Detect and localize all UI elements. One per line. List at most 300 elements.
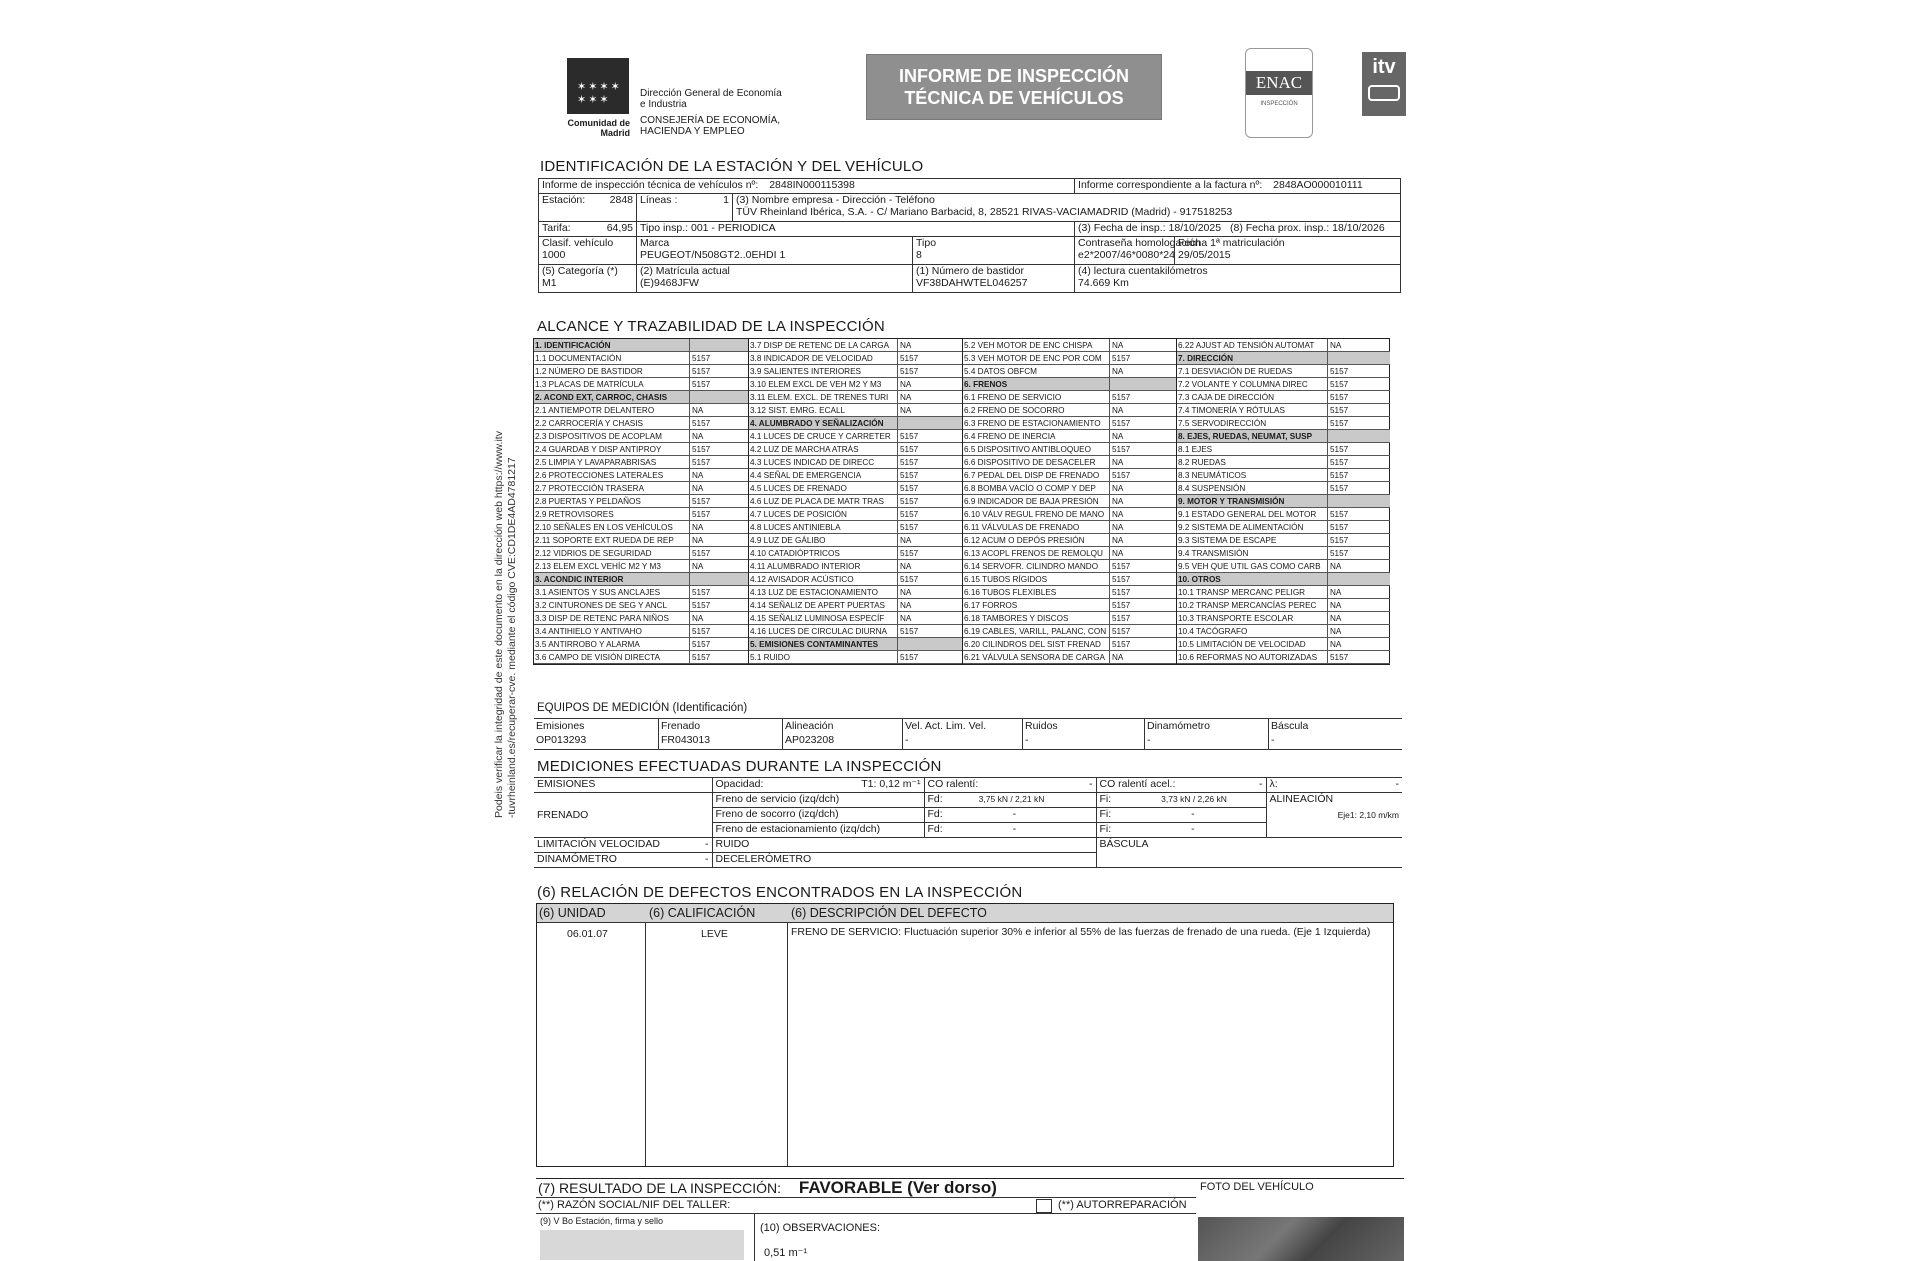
- alcance-item-value: 5157: [1109, 612, 1177, 625]
- alcance-item: [534, 456, 748, 469]
- alcance-item-value: 5157: [689, 378, 748, 391]
- itv-logo: [1362, 52, 1406, 116]
- alcance-item-value: 5157: [1109, 560, 1177, 573]
- alcance-item-value: NA: [897, 339, 963, 352]
- alcance-item: [749, 534, 963, 547]
- alcance-item: [963, 365, 1177, 378]
- alcance-item-name: 4.4 SEÑAL DE EMERGENCIA: [750, 471, 862, 480]
- alcance-item-value: [689, 573, 748, 586]
- alcance-item-value: 5157: [1109, 417, 1177, 430]
- alcance-item: [963, 547, 1177, 560]
- freno-est-fi: -: [1191, 823, 1195, 835]
- alcance-group-header: [749, 417, 963, 430]
- alcance-item-value: NA: [1327, 339, 1390, 352]
- alcance-item-value: NA: [1327, 612, 1390, 625]
- alcance-group-header: [1177, 430, 1390, 443]
- alcance-item-value: NA: [1109, 339, 1177, 352]
- dinamometro-cell: [534, 853, 712, 868]
- alcance-item-value: 5157: [1327, 521, 1390, 534]
- tarifa-value: 64,95: [606, 222, 633, 234]
- alcance-item: [534, 547, 748, 560]
- identificacion-block: [538, 178, 1400, 293]
- alcance-item-name: 8.1 EJES: [1178, 445, 1213, 454]
- alcance-item: [749, 508, 963, 521]
- alcance-item-value: 5157: [897, 365, 963, 378]
- alcance-item-name: 6.12 ACUM O DEPÓS PRESIÓN: [964, 536, 1085, 545]
- freno-soc-fi-cell: [1096, 808, 1266, 823]
- alcance-item-name: 9.4 TRANSMISIÓN: [1178, 549, 1249, 558]
- empresa-label: (3) Nombre empresa - Dirección - Teléfono: [736, 194, 935, 206]
- alcance-item: [534, 521, 748, 534]
- alcance-item-name: 8.3 NEUMÁTICOS: [1178, 471, 1247, 480]
- col-unidad-header: (6) UNIDAD: [539, 906, 606, 920]
- tipo-cell: [913, 237, 1075, 265]
- alcance-item: [963, 521, 1177, 534]
- tipo-value: 8: [916, 249, 922, 261]
- alcance-item-name: 1. IDENTIFICACIÓN: [535, 341, 611, 350]
- factura-value: 2848AO000010111: [1273, 179, 1363, 191]
- freno-serv-label: Freno de servicio (izq/dch): [715, 793, 840, 805]
- alcance-item-name: 9. MOTOR Y TRANSMISIÓN: [1178, 497, 1285, 506]
- alcance-item-name: 9.5 VEH QUE UTIL GAS COMO CARB: [1178, 562, 1321, 571]
- equipo-cell: [1268, 719, 1402, 749]
- alcance-item-value: 5157: [1109, 443, 1177, 456]
- informe-cell: [539, 179, 1075, 194]
- alcance-item: [963, 638, 1177, 651]
- alcance-item: [1177, 547, 1390, 560]
- verification-line1: Podeis verificar la integridad de este documento en la dirección web https://www.itv: [493, 431, 505, 818]
- alcance-item: [963, 534, 1177, 547]
- ruido-cell: [712, 838, 1096, 853]
- alcance-item-name: 6.13 ACOPL FRENOS DE REMOLQU: [964, 549, 1103, 558]
- alcance-item: [1177, 339, 1390, 352]
- alcance-item: [749, 586, 963, 599]
- alcance-item: [534, 404, 748, 417]
- alcance-column: [534, 339, 748, 664]
- alcance-item-name: 7.1 DESVIACIÓN DE RUEDAS: [1178, 367, 1293, 376]
- fechas-cell: [1075, 222, 1401, 237]
- alcance-item-name: 6.7 PEDAL DEL DISP DE FRENADO: [964, 471, 1100, 480]
- alcance-item-value: [1327, 430, 1390, 443]
- alcance-item-name: 3. ACONDIC INTERIOR: [535, 575, 624, 584]
- comunidad-label: Comunidad de Madrid: [567, 118, 630, 138]
- alcance-item-value: 5157: [1327, 378, 1390, 391]
- alcance-item-name: 5.1 RUIDO: [750, 653, 791, 662]
- alcance-item-value: NA: [689, 560, 748, 573]
- dg-line2: e Industria: [640, 99, 687, 110]
- fecha-insp-label: (3) Fecha de insp.:: [1078, 222, 1166, 234]
- co-ralenti-value: -: [1089, 778, 1093, 790]
- alcance-item-name: 7. DIRECCIÓN: [1178, 354, 1234, 363]
- alcance-item-value: NA: [897, 599, 963, 612]
- alcance-item-name: 4.16 LUCES DE CIRCULAC DIURNA: [750, 627, 887, 636]
- alcance-item-name: 3.5 ANTIRROBO Y ALARMA: [535, 640, 640, 649]
- freno-soc-fd-cell: [924, 808, 1096, 823]
- alcance-item-name: 8. EJES, RUEDAS, NEUMAT, SUSP: [1178, 432, 1313, 441]
- enac-text: ENAC: [1246, 71, 1312, 95]
- firma-stamp: [540, 1230, 744, 1260]
- alcance-item-value: 5157: [1109, 599, 1177, 612]
- alcance-item-name: 3.4 ANTIHIELO Y ANTIVAHO: [535, 627, 642, 636]
- alcance-item: [1177, 456, 1390, 469]
- alcance-item-value: 5157: [897, 482, 963, 495]
- freno-serv-fi: 3,73 kN / 2,26 kN: [1161, 794, 1227, 804]
- section-defectos-title: (6) RELACIÓN DE DEFECTOS ENCONTRADOS EN LA INSPECCIÓN: [537, 884, 1023, 901]
- alcance-item-value: 5157: [1109, 391, 1177, 404]
- alcance-item: [1177, 586, 1390, 599]
- autorreparacion-checkbox[interactable]: [1036, 1199, 1052, 1213]
- alineacion-cell: [1266, 793, 1402, 838]
- frenado-label: FRENADO: [537, 809, 589, 821]
- consejeria-line2: HACIENDA Y EMPLEO: [640, 126, 745, 137]
- freno-est-fd-label: Fd:: [927, 823, 943, 835]
- alcance-item-name: 6.17 FORROS: [964, 601, 1018, 610]
- alcance-item-name: 4.14 SEÑALIZ DE APERT PUERTAS: [750, 601, 885, 610]
- alcance-item-name: 6.1 FRENO DE SERVICIO: [964, 393, 1062, 402]
- alcance-item-name: 4.11 ALUMBRADO INTERIOR: [750, 562, 861, 571]
- co-ralenti-label: CO ralentí:: [927, 778, 979, 790]
- alcance-item-name: 6.22 AJUST AD TENSIÓN AUTOMAT: [1178, 341, 1315, 350]
- defectos-table: [536, 903, 1394, 1167]
- alcance-item: [534, 495, 748, 508]
- alcance-item: [749, 521, 963, 534]
- consejeria: [640, 115, 780, 137]
- alcance-item-value: 5157: [1327, 534, 1390, 547]
- alcance-group-header: [749, 638, 963, 651]
- alcance-item-value: 5157: [1327, 417, 1390, 430]
- enac-sub: INSPECCIÓN: [1260, 101, 1298, 107]
- freno-soc-cell: [712, 808, 924, 823]
- equipos-row: [534, 718, 1402, 750]
- alcance-item-value: 5157: [1327, 651, 1390, 664]
- alcance-item-name: 2.6 PROTECCIONES LATERALES: [535, 471, 664, 480]
- categoria-label: (5) Categoría (*): [542, 265, 618, 277]
- estacion-value: 2848: [609, 194, 633, 206]
- matricula-cell: [637, 265, 913, 293]
- equipo-cell: [902, 719, 1022, 749]
- equipo-label: Báscula: [1271, 720, 1309, 732]
- alcance-item: [1177, 599, 1390, 612]
- alcance-item-name: 4.9 LUZ DE GÁLIBO: [750, 536, 826, 545]
- taller-row: [536, 1198, 1196, 1214]
- alcance-item-name: 4.6 LUZ DE PLACA DE MATR TRAS: [750, 497, 884, 506]
- equipo-label: Dinamómetro: [1147, 720, 1211, 732]
- alcance-item: [534, 482, 748, 495]
- informe-value: 2848IN000115398: [769, 179, 855, 191]
- col-descripcion-header: (6) DESCRIPCIÓN DEL DEFECTO: [791, 906, 987, 920]
- firma-box: [536, 1214, 755, 1261]
- alcance-item-value: NA: [1109, 651, 1177, 664]
- alcance-item-name: 6.9 INDICADOR DE BAJA PRESIÓN: [964, 497, 1099, 506]
- alcance-item-value: NA: [1109, 404, 1177, 417]
- lambda-label: λ:: [1269, 778, 1278, 790]
- alcance-item-value: NA: [1109, 365, 1177, 378]
- alcance-item-value: 5157: [689, 508, 748, 521]
- freno-soc-fi: -: [1191, 808, 1195, 820]
- alcance-item: [749, 482, 963, 495]
- co-ralenti-cell: [924, 778, 1096, 793]
- bascula-label: BÁSCULA: [1099, 838, 1149, 850]
- freno-est-fi-label: Fi:: [1099, 823, 1112, 835]
- alcance-item: [749, 365, 963, 378]
- alcance-item-value: 5157: [689, 365, 748, 378]
- alcance-item-name: 4.13 LUZ DE ESTACIONAMIENTO: [750, 588, 878, 597]
- alcance-item: [749, 612, 963, 625]
- alcance-item: [534, 430, 748, 443]
- freno-est-fd: -: [1012, 823, 1017, 835]
- alcance-item-name: 3.7 DISP DE RETENC DE LA CARGA: [750, 341, 890, 350]
- freno-serv-fd: 3,75 kN / 2,21 kN: [978, 794, 1045, 804]
- alcance-item-value: NA: [1327, 638, 1390, 651]
- freno-est-cell: [712, 823, 924, 838]
- alcance-item: [534, 352, 748, 365]
- categoria-value: M1: [542, 277, 557, 289]
- alcance-item-value: 5157: [689, 651, 748, 664]
- marca-value: PEUGEOT/N508GT2..0EHDI 1: [640, 249, 786, 261]
- alcance-item-value: 5157: [689, 638, 748, 651]
- alcance-item-name: 6.19 CABLES, VARILL, PALANC, CON: [964, 627, 1107, 636]
- equipo-value: -: [1271, 734, 1275, 746]
- alcance-item-name: 6.11 VÁLVULAS DE FRENADO: [964, 523, 1080, 532]
- alcance-item-name: 3.8 INDICADOR DE VELOCIDAD: [750, 354, 873, 363]
- taller-label: (**) RAZÓN SOCIAL/NIF DEL TALLER:: [538, 1199, 731, 1211]
- alcance-item: [1177, 651, 1390, 664]
- alcance-item-value: NA: [689, 534, 748, 547]
- consejeria-line1: CONSEJERÍA DE ECONOMÍA,: [640, 115, 781, 126]
- alcance-item-name: 4.8 LUCES ANTINIEBLA: [750, 523, 841, 532]
- alcance-item-value: NA: [1109, 534, 1177, 547]
- observaciones-value: 0,51 m⁻¹: [764, 1247, 808, 1259]
- freno-soc-label: Freno de socorro (izq/dch): [715, 808, 839, 820]
- bastidor-value: VF38DAHWTEL046257: [916, 277, 1028, 289]
- alcance-item-value: NA: [689, 430, 748, 443]
- co-acel-cell: [1096, 778, 1266, 793]
- lineas-label: Líneas :: [640, 194, 678, 206]
- alcance-item: [749, 339, 963, 352]
- alcance-grid: [533, 338, 1390, 665]
- alcance-item: [963, 456, 1177, 469]
- star-icon: ✶✶✶✶ ✶✶✶: [577, 81, 622, 106]
- alcance-group-header: [534, 339, 748, 352]
- alcance-item: [963, 625, 1177, 638]
- alcance-item: [534, 625, 748, 638]
- verification-note: [493, 431, 519, 818]
- alineacion-value: Eje1: 2,10 m/km: [1337, 810, 1399, 820]
- co-acel-value: -: [1259, 778, 1263, 790]
- alcance-item-value: NA: [897, 586, 963, 599]
- alineacion-label: ALINEACIÓN: [1269, 793, 1334, 805]
- bastidor-label: (1) Número de bastidor: [916, 265, 1024, 277]
- alcance-item: [749, 430, 963, 443]
- fecha-prox-label: (8) Fecha prox. insp.:: [1230, 222, 1330, 234]
- alcance-item-value: 5157: [1327, 456, 1390, 469]
- km-cell: [1075, 265, 1401, 293]
- alcance-item: [749, 573, 963, 586]
- alcance-item-value: NA: [1109, 547, 1177, 560]
- equipo-label: Frenado: [661, 720, 701, 732]
- alcance-item-name: 2.1 ANTIEMPOTR DELANTERO: [535, 406, 655, 415]
- alcance-item: [534, 417, 748, 430]
- alcance-item-name: 7.4 TIMONERÍA Y RÓTULAS: [1178, 406, 1285, 415]
- itv-text: itv: [1372, 56, 1396, 78]
- alcance-item-name: 6.15 TUBOS RÍGIDOS: [964, 575, 1048, 584]
- col-calificacion-header: (6) CALIFICACIÓN: [649, 906, 756, 920]
- alcance-item: [963, 469, 1177, 482]
- foto-label: FOTO DEL VEHÍCULO: [1200, 1181, 1314, 1193]
- freno-soc-fd: -: [1012, 808, 1017, 820]
- fecha-mat-value: 29/05/2015: [1178, 249, 1231, 261]
- tipo-label: Tipo: [916, 237, 937, 249]
- alcance-item-value: 5157: [689, 417, 748, 430]
- freno-serv-cell: [712, 793, 924, 808]
- verification-line2: -tuvrheinland.es/recuperar-cve. mediante el código CVE:CD1DE4AD4781217: [506, 457, 518, 818]
- clasif-label: Clasif. vehículo: [542, 237, 614, 249]
- alcance-item: [963, 391, 1177, 404]
- alcance-item-name: 10.5 LIMITACIÓN DE VELOCIDAD: [1178, 640, 1306, 649]
- equipo-label: Vel. Act. Lim. Vel.: [905, 720, 987, 732]
- alcance-item-value: 5157: [897, 352, 963, 365]
- alcance-item-value: 5157: [1327, 443, 1390, 456]
- defecto-calificacion: LEVE: [701, 928, 728, 940]
- emisiones-label: EMISIONES: [537, 778, 596, 790]
- alcance-item: [963, 443, 1177, 456]
- alcance-item: [963, 417, 1177, 430]
- tipo-insp-cell: [637, 222, 1075, 237]
- alcance-item-name: 2.3 DISPOSITIVOS DE ACOPLAM: [535, 432, 662, 441]
- alcance-item-name: 4.10 CATADIÓPTRICOS: [750, 549, 840, 558]
- alcance-item: [963, 651, 1177, 664]
- defecto-descripcion: FRENO DE SERVICIO: Fluctuación superior 30% e inferior al 55% de las fuerzas de frenado de una rueda. (Eje 1 Izquierda): [791, 926, 1371, 938]
- alcance-item-value: NA: [1109, 508, 1177, 521]
- alcance-item-name: 3.10 ELEM EXCL DE VEH M2 Y M3: [750, 380, 882, 389]
- alcance-item-value: NA: [897, 404, 963, 417]
- alcance-item: [1177, 625, 1390, 638]
- enac-logo: [1245, 48, 1313, 138]
- alcance-item-name: 10.4 TACÓGRAFO: [1178, 627, 1248, 636]
- empresa-cell: [733, 194, 1401, 222]
- alcance-item-value: 5157: [1109, 573, 1177, 586]
- alcance-item: [749, 560, 963, 573]
- lineas-value: 1: [723, 194, 729, 206]
- alcance-item-name: 6.10 VÁLV REGUL FRENO DE MANO: [964, 510, 1105, 519]
- alcance-item: [963, 586, 1177, 599]
- fecha-mat-label: Fecha 1ª matriculación: [1178, 237, 1285, 249]
- alcance-item-value: NA: [897, 391, 963, 404]
- alcance-item: [1177, 417, 1390, 430]
- alcance-item-value: 5157: [689, 443, 748, 456]
- fecha-prox-value: 18/10/2026: [1332, 222, 1385, 234]
- decelerometro-cell: [712, 853, 1096, 868]
- defectos-header-row: [537, 904, 1393, 923]
- alcance-item-value: NA: [1109, 430, 1177, 443]
- frenado-label-cell: [534, 793, 712, 838]
- alcance-item-name: 2.10 SEÑALES EN LOS VEHÍCULOS: [535, 523, 673, 532]
- alcance-item-value: [689, 339, 748, 352]
- matricula-value: (E)9468JFW: [640, 277, 699, 289]
- equipo-cell: [782, 719, 902, 749]
- alcance-item-name: 2.4 GUARDAB Y DISP ANTIPROY: [535, 445, 662, 454]
- alcance-column: [1176, 339, 1390, 664]
- clasif-cell: [539, 237, 637, 265]
- alcance-item-value: 5157: [1327, 391, 1390, 404]
- factura-label: Informe correspondiente a la factura nº:: [1078, 179, 1263, 191]
- bastidor-cell: [913, 265, 1075, 293]
- alcance-item-name: 5.4 DATOS OBFCM: [964, 367, 1037, 376]
- contrasena-cell: [1075, 237, 1201, 265]
- dinamometro-label: DINAMÓMETRO: [537, 853, 617, 865]
- alcance-item-value: 5157: [897, 430, 963, 443]
- resultado-label: (7) RESULTADO DE LA INSPECCIÓN:: [538, 1180, 781, 1196]
- alcance-item-value: 5157: [897, 573, 963, 586]
- freno-serv-fd-cell: [924, 793, 1096, 808]
- alcance-item-name: 9.2 SISTEMA DE ALIMENTACIÓN: [1178, 523, 1304, 532]
- alcance-item: [749, 352, 963, 365]
- alcance-item: [534, 560, 748, 573]
- contrasena-value: e2*2007/46*0080*24: [1078, 249, 1175, 261]
- alcance-item-name: 3.6 CAMPO DE VISIÓN DIRECTA: [535, 653, 660, 662]
- defectos-col-unidad: [537, 904, 646, 1166]
- alcance-item: [749, 495, 963, 508]
- alcance-item-value: 5157: [689, 495, 748, 508]
- defecto-unidad: 06.01.07: [567, 928, 608, 940]
- alcance-item-value: NA: [1327, 586, 1390, 599]
- equipo-cell: [534, 719, 658, 749]
- alcance-item: [1177, 365, 1390, 378]
- alcance-item: [1177, 482, 1390, 495]
- opacidad-label: Opacidad:: [715, 778, 764, 790]
- alcance-item: [963, 339, 1177, 352]
- estacion-label: Estación:: [542, 194, 586, 206]
- alcance-item-value: 5157: [689, 547, 748, 560]
- opacidad-value: T1: 0,12 m⁻¹: [861, 778, 921, 790]
- alcance-item-name: 10.1 TRANSP MERCANC PELIGR: [1178, 588, 1306, 597]
- alcance-item-value: NA: [1327, 625, 1390, 638]
- opacidad-cell: [712, 778, 924, 793]
- contrasena-label: Contraseña homologación: [1078, 237, 1201, 249]
- alcance-item-name: 7.5 SERVODIRECCIÓN: [1178, 419, 1267, 428]
- alcance-item-name: 3.3 DISP DE RETENC PARA NIÑOS: [535, 614, 669, 623]
- matricula-label: (2) Matrícula actual: [640, 265, 730, 277]
- alcance-item-name: 6.16 TUBOS FLEXIBLES: [964, 588, 1057, 597]
- alcance-item: [963, 352, 1177, 365]
- dg-economia: [640, 88, 782, 110]
- alcance-item-value: 5157: [1109, 625, 1177, 638]
- alcance-item-name: 6.18 TAMBORES Y DISCOS: [964, 614, 1069, 623]
- alcance-item-value: 5157: [689, 586, 748, 599]
- alcance-item: [749, 651, 963, 664]
- alcance-item-name: 10.6 REFORMAS NO AUTORIZADAS: [1178, 653, 1318, 662]
- section-mediciones-title: MEDICIONES EFECTUADAS DURANTE LA INSPECCIÓN: [537, 758, 942, 775]
- alcance-item-name: 3.9 SALIENTES INTERIORES: [750, 367, 862, 376]
- alcance-item: [534, 599, 748, 612]
- alcance-item-name: 3.12 SIST. EMRG. ECALL: [750, 406, 846, 415]
- alcance-item-value: NA: [897, 534, 963, 547]
- alcance-item-value: NA: [897, 560, 963, 573]
- equipo-cell: [1144, 719, 1268, 749]
- alcance-item: [749, 599, 963, 612]
- alcance-item-name: 4.15 SEÑALIZ LUMINOSA ESPECÍF: [750, 614, 885, 623]
- alcance-item-name: 6. FRENOS: [964, 380, 1008, 389]
- alcance-group-header: [534, 391, 748, 404]
- alcance-item-value: 5157: [1327, 482, 1390, 495]
- alcance-item: [1177, 521, 1390, 534]
- fecha-insp-value: 18/10/2025: [1168, 222, 1222, 234]
- alcance-item-name: 3.2 CINTURONES DE SEG Y ANCL: [535, 601, 668, 610]
- alcance-item-name: 10.3 TRANSPORTE ESCOLAR: [1178, 614, 1294, 623]
- alcance-item-value: 5157: [1109, 586, 1177, 599]
- alcance-item-name: 2. ACOND EXT, CARROC, CHASIS: [535, 393, 668, 402]
- lambda-value: -: [1395, 778, 1399, 790]
